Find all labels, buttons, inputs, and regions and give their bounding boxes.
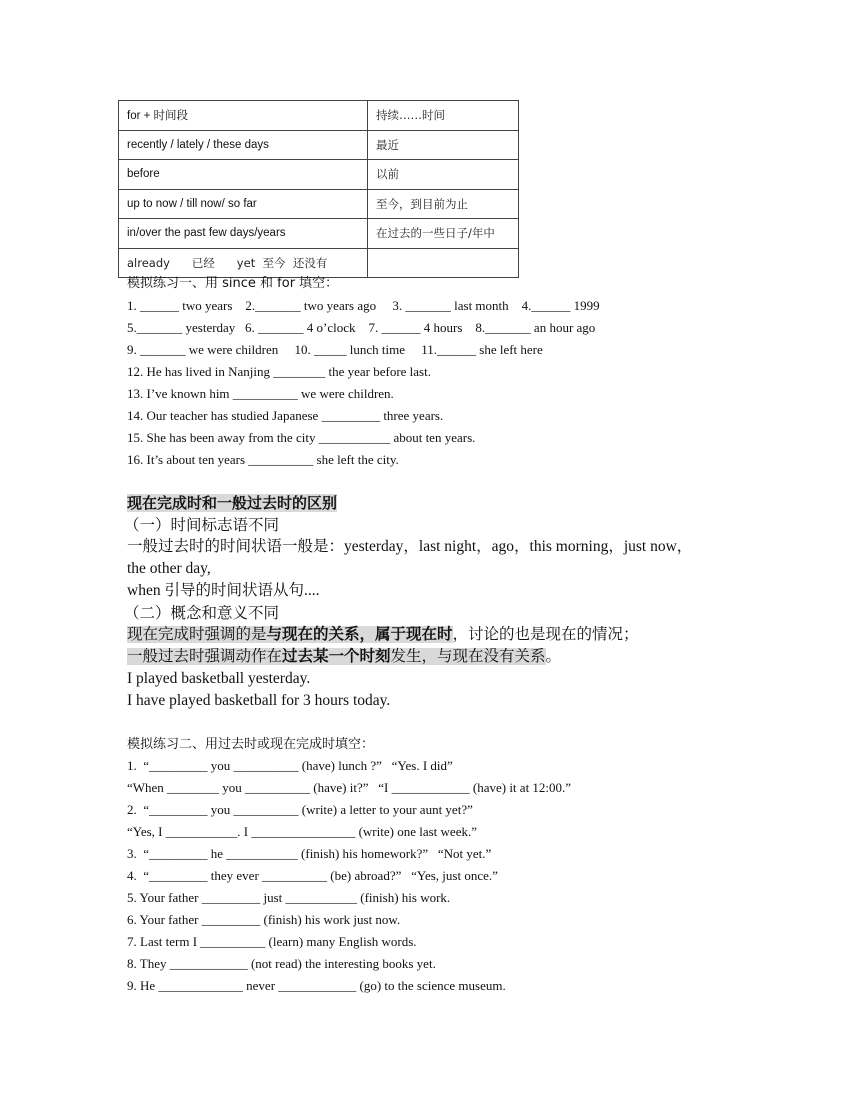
table-cell-en: in/over the past few days/years (119, 219, 368, 249)
table-cell-cn: 在过去的一些日子/年中 (368, 219, 519, 249)
exercise1-line: 14. Our teacher has studied Japanese _________ three years. (127, 408, 444, 423)
exercise2-line: 2. “_________ you __________ (write) a letter to your aunt yet?” (127, 802, 473, 817)
exercise1-heading: 模拟练习一、用 since 和 for 填空： (127, 276, 339, 291)
table-cell-en: recently / lately / these days (119, 130, 368, 160)
highlight-text: 现在完成时强调的是 (127, 626, 267, 643)
exercise2-line: “When ________ you __________ (have) it?” “I ____________ (have) it at 12:00.” (127, 780, 572, 795)
exercise1-line: 12. He has lived in Nanjing ________ the year before last. (127, 364, 431, 379)
example-sentence: I have played basketball for 3 hours today. (127, 692, 391, 709)
paragraph-line (127, 625, 639, 645)
exercise2-line: 9. He _____________ never ____________ (go) to the science museum. (127, 978, 506, 993)
exercise1-line: 5._______ yesterday 6. _______ 4 o’clock 7. ______ 4 hours 8._______ an hour ago (127, 320, 596, 335)
exercise2-line: 5. Your father _________ just ___________ (finish) his work. (127, 890, 451, 905)
table-cell-cn: 至今，到目前为止 (368, 189, 519, 219)
table-cell-en: before (119, 160, 368, 190)
paragraph-line: when 引导的时间状语从句.... (127, 582, 320, 599)
table-row (119, 160, 519, 190)
exercise1-line: 15. She has been away from the city ___________ about ten years. (127, 430, 476, 445)
table-cell-cn (368, 248, 519, 278)
table-row (119, 219, 519, 249)
exercise2-heading: 模拟练习二、用过去时或现在完成时填空： (127, 737, 375, 752)
exercise2-line: 6. Your father _________ (finish) his work just now. (127, 912, 401, 927)
emphasis-text: 过去某一个时刻 (282, 648, 391, 665)
plain-text: ，讨论的也是现在的情况； (452, 626, 639, 643)
table-row (119, 130, 519, 160)
table-row (119, 189, 519, 219)
exercise1-line: 16. It’s about ten years __________ she left the city. (127, 452, 399, 467)
exercise1-line: 1. ______ two years 2._______ two years ago 3. _______ last month 4.______ 1999 (127, 298, 600, 313)
time-expression-table (118, 100, 519, 278)
exercise2-line: 4. “_________ they ever __________ (be) abroad?” “Yes, just once.” (127, 868, 498, 883)
exercise2-line: 7. Last term I __________ (learn) many English words. (127, 934, 417, 949)
exercise2-line: “Yes, I ___________. I ________________ (write) one last week.” (127, 824, 477, 839)
highlight-text: 发生，与现在没有关系 (390, 648, 546, 665)
exercise1-line: 13. I’ve known him __________ we were children. (127, 386, 394, 401)
emphasis-text: 与现在的关系，属于现在时 (266, 626, 453, 643)
paragraph-line: 一般过去时的时间状语一般是：yesterday，last night，ago，this morning，just now， (127, 538, 693, 555)
paragraph-line: the other day, (127, 560, 211, 577)
subheading-concept: （二）概念和意义不同 (124, 604, 280, 622)
exercise1-line: 9. _______ we were children 10. _____ lunch time 11.______ she left here (127, 342, 543, 357)
table-cell-en: for + 时间段 (119, 101, 368, 131)
exercise2-line: 1. “_________ you __________ (have) lunch ?” “Yes. I did” (127, 758, 453, 773)
table-row (119, 248, 519, 278)
table-cell-cn: 持续……时间 (368, 101, 519, 131)
table-row (119, 101, 519, 131)
table-cell-en: already 已经 yet 至今 还没有 (119, 248, 368, 278)
table-cell-cn: 最近 (368, 130, 519, 160)
section-title: 现在完成时和一般过去时的区别 (127, 494, 338, 512)
table-cell-en: up to now / till now/ so far (119, 189, 368, 219)
exercise2-line: 8. They ____________ (not read) the interesting books yet. (127, 956, 436, 971)
plain-text: 。 (545, 648, 562, 665)
table-cell-cn: 以前 (368, 160, 519, 190)
exercise2-line: 3. “_________ he ___________ (finish) his homework?” “Not yet.” (127, 846, 492, 861)
highlight-text: 一般过去时强调动作在 (127, 648, 283, 665)
subheading-time-markers: （一）时间标志语不同 (124, 516, 280, 534)
example-sentence: I played basketball yesterday. (127, 670, 311, 687)
paragraph-line (127, 647, 561, 667)
